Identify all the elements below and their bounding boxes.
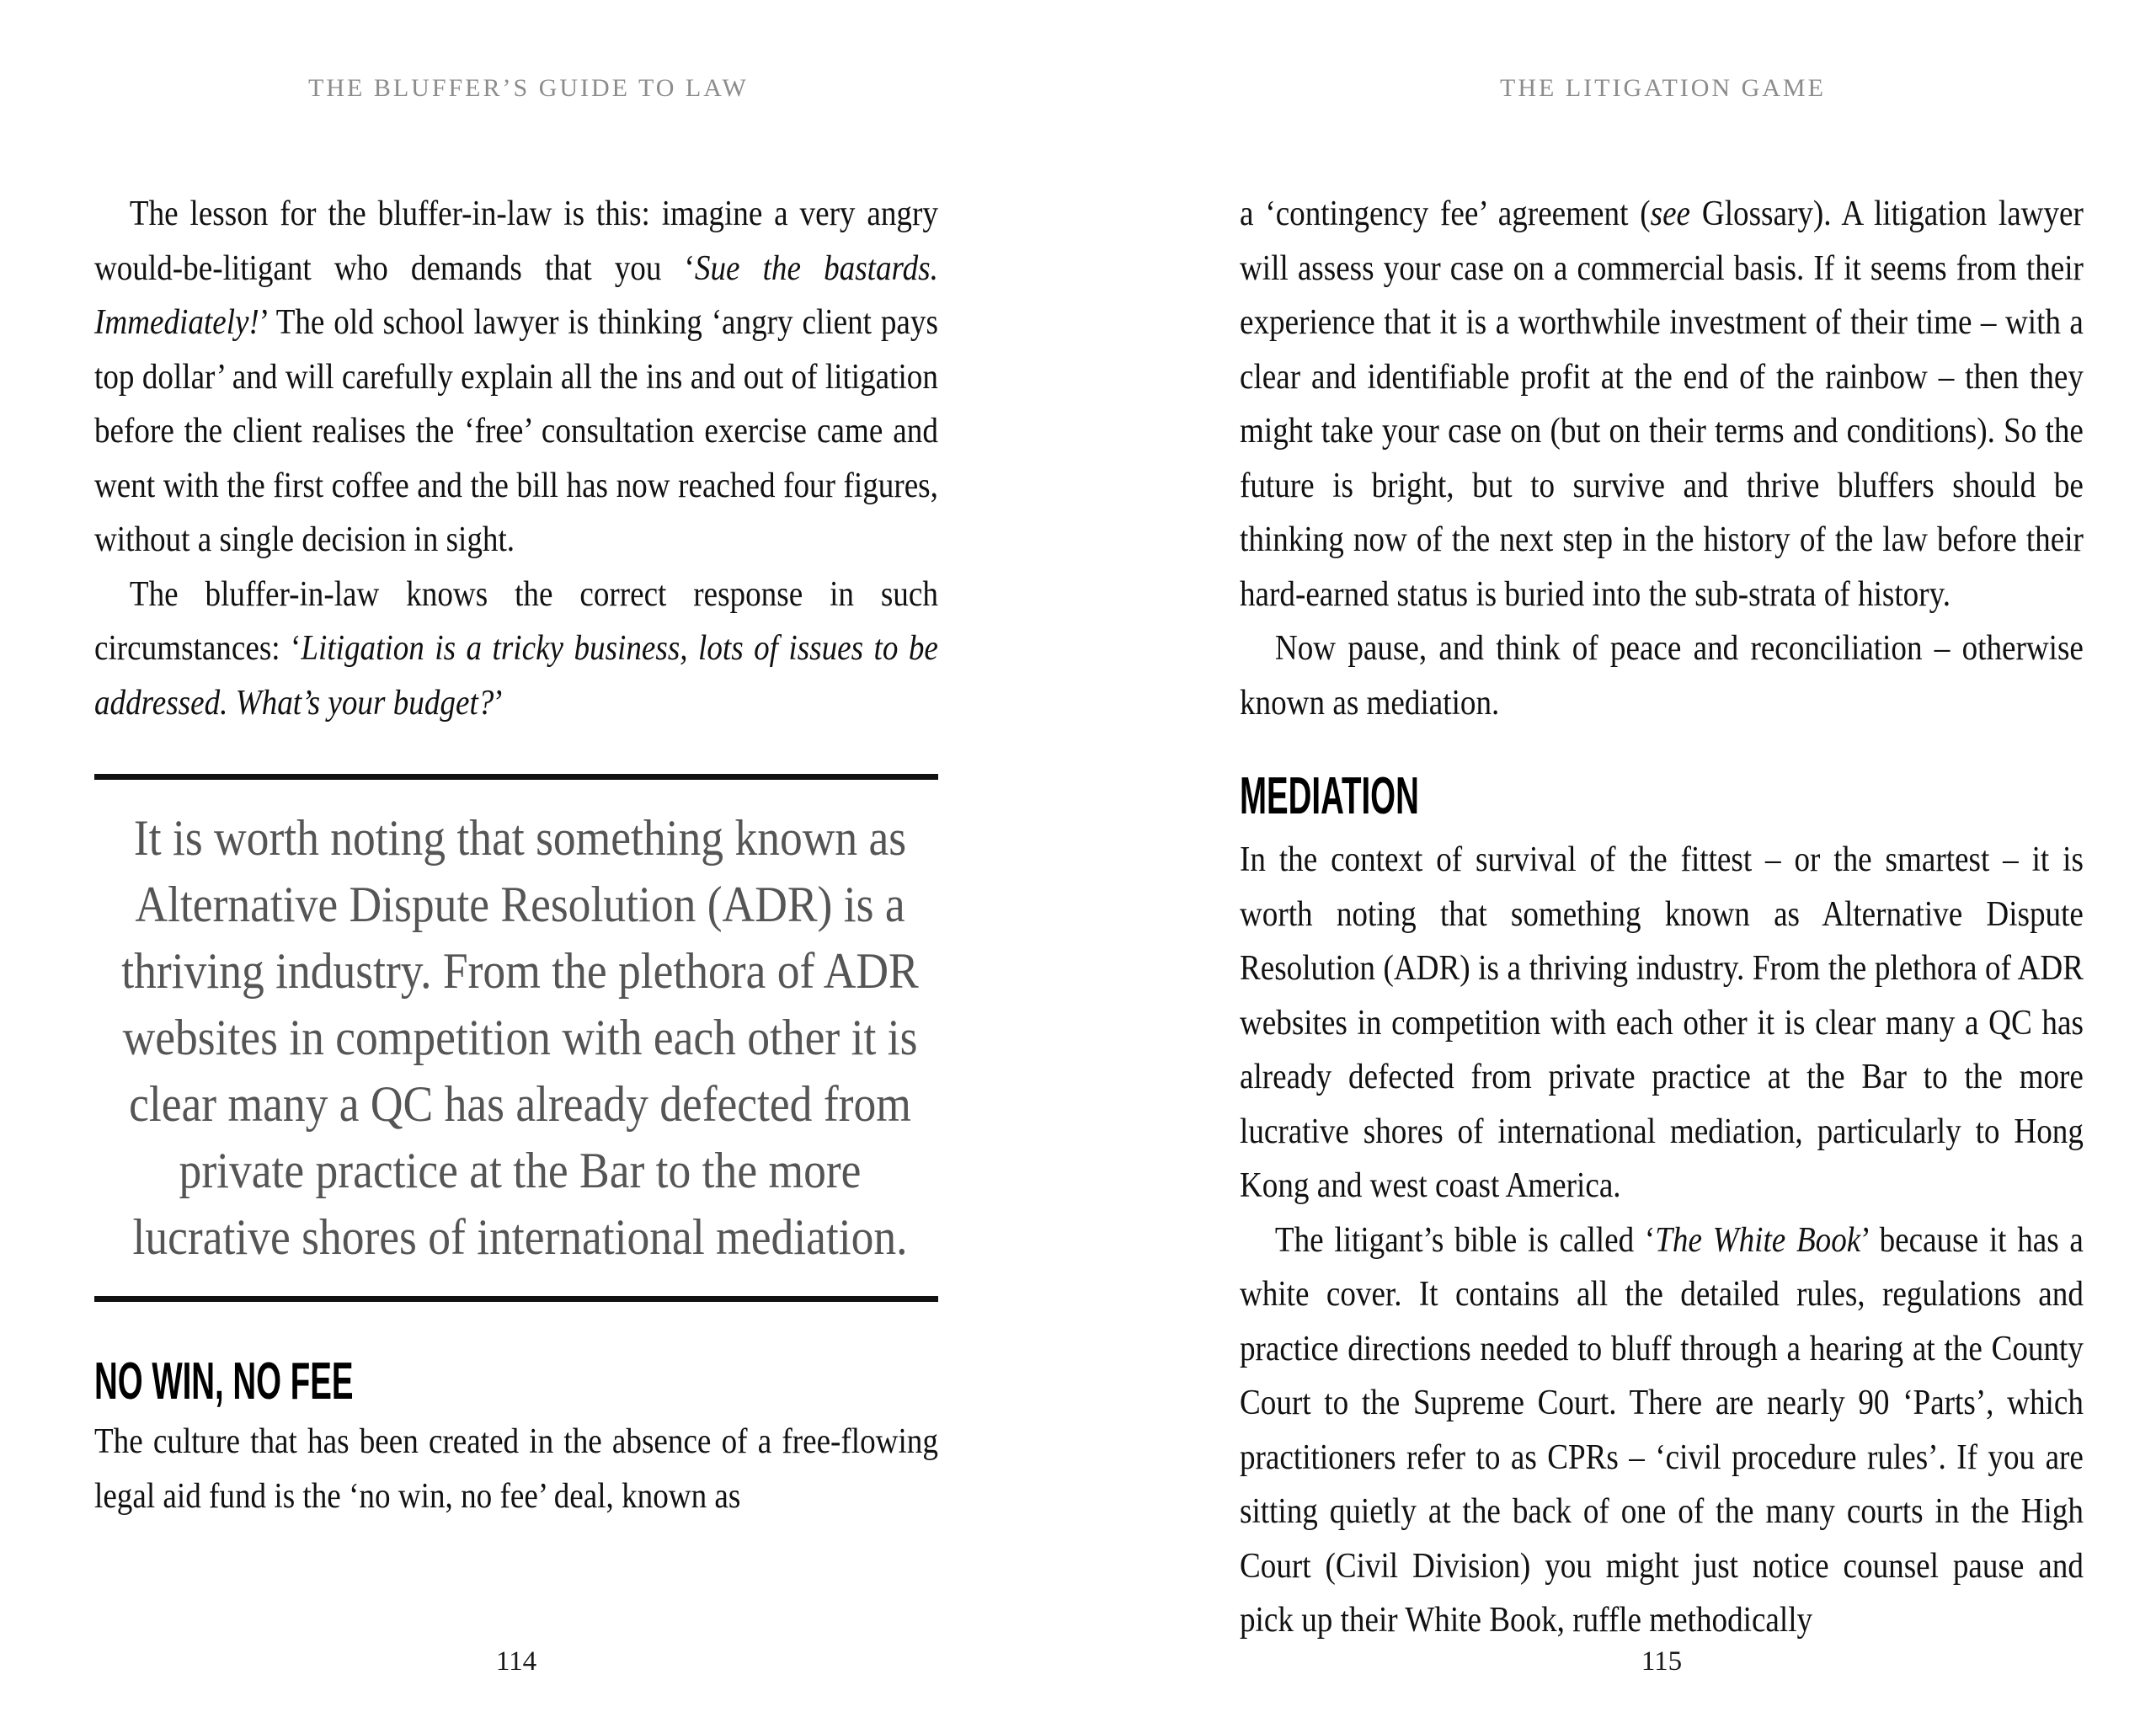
paragraph-text-left-3: The culture that has been created in the absence of a free-flowing legal aid fund is the ‘no win, no fee’ deal, known as <box>94 1421 938 1516</box>
section-heading-mediation <box>1240 769 2084 824</box>
section-heading-mediation-text: MEDIATION <box>1240 767 1419 825</box>
paragraph <box>94 568 938 731</box>
page-left <box>94 187 938 1523</box>
pull-quote-block <box>94 774 938 1302</box>
paragraph <box>1240 621 2084 730</box>
pull-quote-rule-top <box>94 774 938 780</box>
pull-quote-text: It is worth noting that something known as Alternative Dispute Resolution (ADR) is a thriving industry. From the plethora of ADR websites in competition with each other it is clear many a QC has already defected from private practice at the Bar to the more lucrative shores of international mediation. <box>121 810 919 1265</box>
pull-quote <box>94 805 938 1271</box>
folio-right: 115 <box>1641 1646 1683 1677</box>
paragraph-text-left-2: The bluffer-in-law knows the correct response in such circumstances: ‘Litigation is a tricky business, lots of issues to be addressed. What’s your budget?’ <box>94 573 938 723</box>
running-head-right: THE LITIGATION GAME <box>1500 74 1826 102</box>
page-right <box>1240 187 2084 1648</box>
paragraph <box>94 187 938 568</box>
paragraph-text-right-1: a ‘contingency fee’ agreement (see Glossary). A litigation lawyer will assess your case on a commercial basis. If it seems from their experience that it is a worthwhile investment of their time – with a clear and identifiable profit at the end of the rainbow – then they might take your case on (but on their terms and conditions). So the future is bright, but to survive and thrive bluffers should be thinking now of the next step in the history of the law before their hard-earned status is buried into the sub-strata of history. <box>1240 194 2084 614</box>
paragraph-text-left-1: The lesson for the bluffer-in-law is this: imagine a very angry would-be-litigant who demands that you ‘Sue the bastards. Immediately!’ The old school lawyer is thinking ‘angry client pays top dollar’ and will carefully explain all the ins and out of litigation before the client realises the ‘free’ consultation exercise came and went with the first coffee and the bill has now reached four figures, without a single decision in sight. <box>94 194 938 559</box>
section-heading-no-win-no-fee <box>94 1354 938 1410</box>
paragraph <box>94 1415 938 1523</box>
paragraph <box>1240 1213 2084 1648</box>
paragraph <box>1240 833 2084 1213</box>
paragraph <box>1240 187 2084 621</box>
paragraph-text-right-3: In the context of survival of the fittest – or the smartest – it is worth noting that something known as Alternative Dispute Resolution (ADR) is a thriving industry. From the plethora of ADR websites in competition with each other it is clear many a QC has already defected from private practice at the Bar to the more lucrative shores of international mediation, particularly to Hong Kong and west coast America. <box>1240 840 2084 1205</box>
folio-left: 114 <box>495 1646 537 1677</box>
section-heading-no-win-no-fee-text: NO WIN, NO FEE <box>94 1352 354 1411</box>
pull-quote-rule-bottom <box>94 1296 938 1302</box>
paragraph-text-right-2: Now pause, and think of peace and reconciliation – otherwise known as mediation. <box>1240 628 2084 723</box>
running-head-left: THE BLUFFER’S GUIDE TO LAW <box>308 74 749 102</box>
paragraph-text-right-4: The litigant’s bible is called ‘The White Book’ because it has a white cover. It contains all the detailed rules, regulations and practice directions needed to bluff through a hearing at the County Court to the Supreme Court. There are nearly 90 ‘Parts’, which practitioners refer to as CPRs – ‘civil procedure rules’. If you are sitting quietly at the back of one of the many courts in the High Court (Civil Division) you might just notice counsel pause and pick up their White Book, ruffle methodically <box>1240 1219 2084 1640</box>
